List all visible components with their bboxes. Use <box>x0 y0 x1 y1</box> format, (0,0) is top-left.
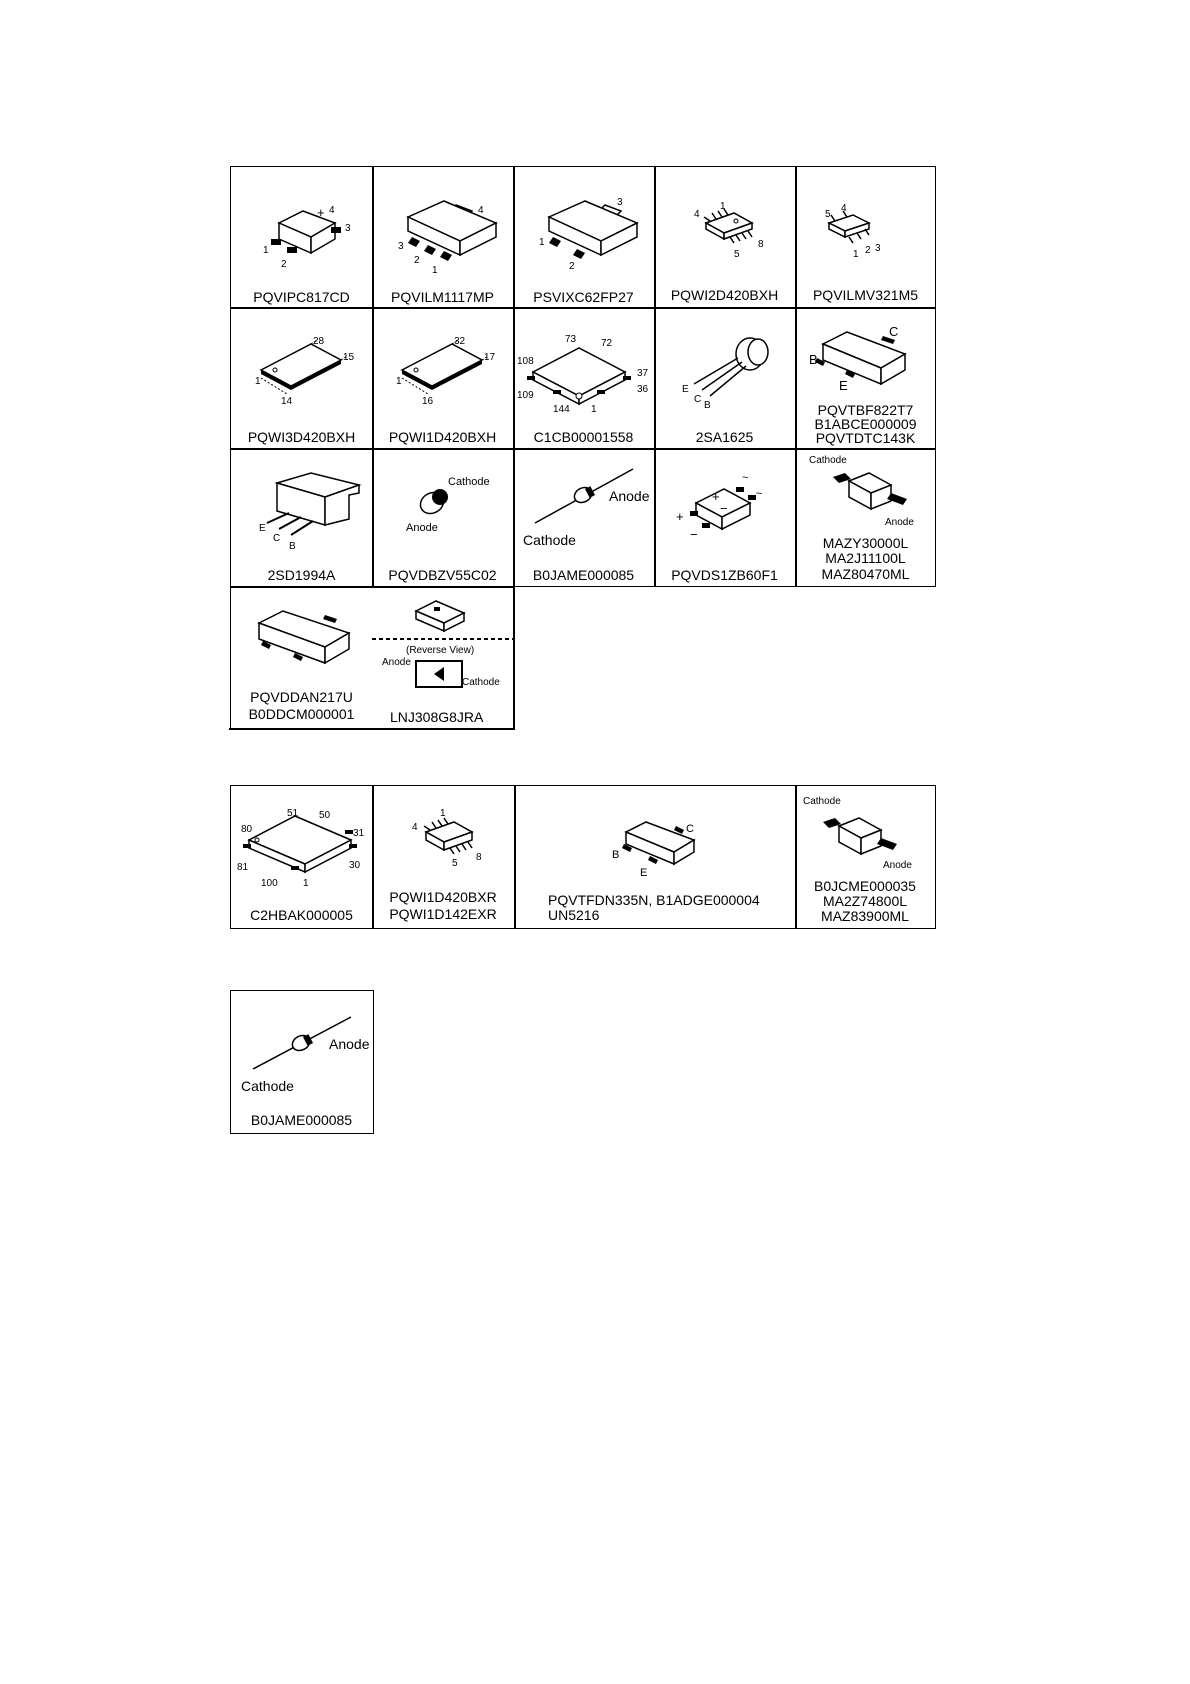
cell-pqwi2d420bxh <box>654 167 795 307</box>
svg-text:28: 28 <box>313 336 325 347</box>
part-label-line-2: B1ABCE000009 <box>814 416 917 432</box>
part-label: 2SD1994A <box>267 567 336 583</box>
part-label-line-1: B0JCME000035 <box>814 878 916 894</box>
cell-psvixc62fp27 <box>513 167 654 307</box>
part-label-line-1: PQVTFDN335N, B1ADGE000004 <box>548 892 760 908</box>
so8-drawing <box>654 167 795 307</box>
svg-text:2: 2 <box>414 255 420 266</box>
svg-text:E: E <box>259 523 266 534</box>
part-label: B0JAME000085 <box>532 567 635 583</box>
cell-b0jcme000035 <box>795 786 935 928</box>
svg-text:5: 5 <box>825 209 831 220</box>
svg-text:1: 1 <box>263 245 269 256</box>
svg-text:−: − <box>720 501 728 516</box>
svg-text:2: 2 <box>281 259 287 270</box>
svg-text:Cathode: Cathode <box>523 532 576 548</box>
part-label: LNJ308G8JRA <box>390 709 484 725</box>
part-label: PQVILM1117MP <box>391 289 494 305</box>
part-label-line-1: PQWI1D420BXR <box>389 889 497 905</box>
part-label: PQWI1D420BXH <box>388 429 497 445</box>
axial-diode-drawing <box>231 991 372 1132</box>
svg-text:72: 72 <box>601 338 613 349</box>
svg-text:3: 3 <box>345 223 351 234</box>
chip-led-drawing <box>372 587 513 729</box>
to92-drawing <box>654 308 795 448</box>
svg-text:109: 109 <box>517 390 534 401</box>
svg-text:5: 5 <box>452 858 458 869</box>
svg-text:+: + <box>676 509 684 524</box>
svg-text:50: 50 <box>319 810 331 821</box>
cell-c2hbak000005 <box>231 786 372 928</box>
part-label-line-1: PQVTBF822T7 <box>817 402 914 418</box>
sot89-drawing <box>513 167 654 307</box>
tssop-28-drawing <box>231 308 372 448</box>
svg-text:(Reverse View): (Reverse View) <box>406 645 475 656</box>
svg-text:5: 5 <box>734 249 740 260</box>
cell-lnj308g8jra <box>372 587 513 729</box>
component-table-2 <box>230 785 936 929</box>
svg-text:16: 16 <box>422 396 434 407</box>
svg-text:1: 1 <box>539 237 545 248</box>
part-label-line-2: PQWI1D142EXR <box>389 906 497 922</box>
svg-text:1: 1 <box>255 376 261 387</box>
svg-text:1: 1 <box>440 808 446 819</box>
svg-text:+: + <box>317 205 325 220</box>
svg-text:51: 51 <box>287 808 299 819</box>
part-label: 2SA1625 <box>695 429 754 445</box>
cell-pqvipc817cd <box>231 167 372 307</box>
svg-text:C: C <box>273 533 281 544</box>
svg-text:C: C <box>686 823 694 835</box>
cell-mazy30000l <box>795 449 936 587</box>
svg-text:144: 144 <box>553 404 570 415</box>
cell-pqwi1d420bxr <box>372 786 514 928</box>
part-label: C1CB00001558 <box>533 429 634 445</box>
svg-text:73: 73 <box>565 334 577 345</box>
part-label-line-3: MAZ80470ML <box>821 566 910 582</box>
svg-text:80: 80 <box>241 824 253 835</box>
svg-text:Cathode: Cathode <box>462 677 500 688</box>
cell-pqvtfdn335n <box>514 786 795 928</box>
svg-text:3: 3 <box>617 197 623 208</box>
cell-c1cb00001558 <box>513 308 654 448</box>
part-label: PQVILMV321M5 <box>812 287 919 303</box>
svg-text:17: 17 <box>484 352 496 363</box>
svg-text:E: E <box>682 384 689 395</box>
part-label: C2HBAK000005 <box>250 907 353 923</box>
svg-text:37: 37 <box>637 368 649 379</box>
smd-optocoupler-drawing <box>231 167 372 307</box>
svg-text:C: C <box>694 394 702 405</box>
component-table-1 <box>230 166 936 730</box>
svg-text:Anode: Anode <box>329 1036 370 1052</box>
svg-text:4: 4 <box>412 822 418 833</box>
svg-text:−: − <box>690 527 698 542</box>
part-label-line-1: MAZY30000L <box>822 535 909 551</box>
svg-text:4: 4 <box>694 209 700 220</box>
sot223-drawing <box>372 167 513 307</box>
part-label: PQVDBZV55C02 <box>388 567 497 583</box>
qfp144-drawing <box>513 308 654 448</box>
svg-text:E: E <box>640 867 648 879</box>
part-label-line-2: MA2Z74800L <box>822 893 908 909</box>
svg-text:Cathode: Cathode <box>803 796 841 807</box>
svg-text:4: 4 <box>841 203 847 214</box>
svg-text:1: 1 <box>853 249 859 260</box>
svg-text:14: 14 <box>281 396 293 407</box>
cell-2sa1625 <box>654 308 795 448</box>
svg-text:B: B <box>809 352 818 367</box>
part-label-line-3: PQVTDTC143K <box>815 430 916 446</box>
svg-text:36: 36 <box>637 384 649 395</box>
svg-text:B: B <box>612 849 620 861</box>
cell-pqvdbzv55c02 <box>372 449 513 587</box>
svg-text:Anode: Anode <box>382 657 411 668</box>
svg-text:C: C <box>889 324 899 339</box>
part-label: PSVIXC62FP27 <box>533 289 634 305</box>
svg-text:1: 1 <box>396 376 402 387</box>
svg-text:15: 15 <box>343 352 355 363</box>
svg-text:1: 1 <box>432 265 438 276</box>
part-label-line-3: MAZ83900ML <box>821 908 909 924</box>
svg-text:81: 81 <box>237 862 249 873</box>
svg-text:+: + <box>712 489 720 504</box>
svg-text:Anode: Anode <box>406 522 438 534</box>
svg-text:100: 100 <box>261 878 278 889</box>
cell-pqvilm1117mp <box>372 167 513 307</box>
svg-text:32: 32 <box>454 336 466 347</box>
part-label-line-2: B0DDCM000001 <box>248 706 355 722</box>
cell-2sd1994a <box>231 449 372 587</box>
part-label: PQVIPC817CD <box>253 289 350 305</box>
tssop-32-drawing <box>372 308 513 448</box>
svg-text:2: 2 <box>569 261 575 272</box>
svg-text:Cathode: Cathode <box>809 455 847 466</box>
svg-text:~: ~ <box>756 488 763 500</box>
cell-pqvilmv321m5 <box>795 167 936 307</box>
cell-b0jame000085 <box>513 449 654 587</box>
cell-pqwi1d420bxh <box>372 308 513 448</box>
svg-text:8: 8 <box>476 852 482 863</box>
svg-text:Anode: Anode <box>609 488 650 504</box>
svg-text:~: ~ <box>742 472 749 484</box>
svg-text:8: 8 <box>758 239 764 250</box>
svg-text:1: 1 <box>303 878 309 889</box>
svg-text:Cathode: Cathode <box>241 1078 294 1094</box>
svg-text:30: 30 <box>349 860 361 871</box>
svg-text:Cathode: Cathode <box>448 476 490 488</box>
svg-text:E: E <box>839 378 848 393</box>
part-label-line-2: UN5216 <box>548 907 600 923</box>
cell-b0jame000085 <box>231 991 372 1132</box>
part-label-line-2: MA2J11100L <box>825 550 906 566</box>
part-label-line-1: PQVDDAN217U <box>250 689 353 705</box>
component-table-3 <box>230 990 374 1134</box>
part-label: B0JAME000085 <box>250 1112 353 1128</box>
cell-pqwi3d420bxh <box>231 308 372 448</box>
svg-text:3: 3 <box>398 241 404 252</box>
svg-text:31: 31 <box>353 828 365 839</box>
svg-text:3: 3 <box>875 243 881 254</box>
svg-text:108: 108 <box>517 356 534 367</box>
svg-text:4: 4 <box>329 205 335 216</box>
svg-text:1: 1 <box>720 201 726 212</box>
svg-text:Anode: Anode <box>883 860 912 871</box>
part-label: PQVDS1ZB60F1 <box>671 567 778 583</box>
svg-text:B: B <box>704 400 711 411</box>
svg-text:1: 1 <box>591 404 597 415</box>
svg-text:2: 2 <box>865 245 871 256</box>
cell-pqvddan217u <box>231 587 372 729</box>
svg-text:Anode: Anode <box>885 517 914 528</box>
sot23-5-drawing <box>795 167 936 307</box>
svg-text:B: B <box>289 541 296 552</box>
cell-pqvtbf822t7 <box>795 308 936 448</box>
part-label: PQWI3D420BXH <box>247 429 356 445</box>
svg-text:4: 4 <box>478 205 484 216</box>
cell-pqvds1zb60f1 <box>654 449 795 587</box>
part-label: PQWI2D420BXH <box>670 287 779 303</box>
